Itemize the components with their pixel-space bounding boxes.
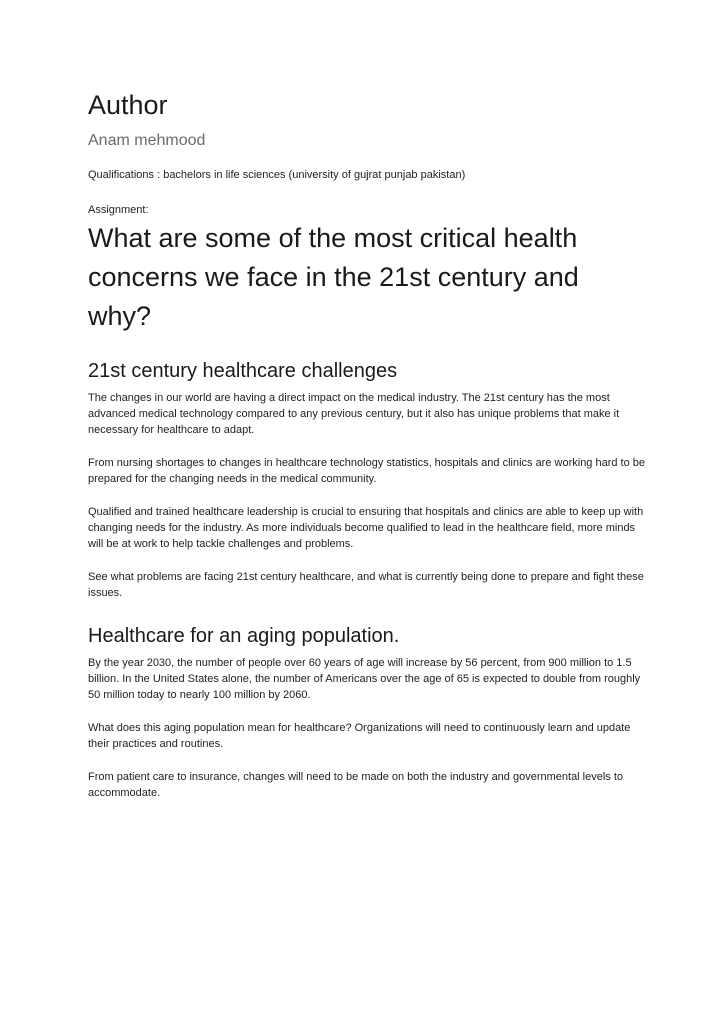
paragraph: What does this aging population mean for healthcare? Organizations will need to continuously learn and update their practices and routines.	[88, 722, 631, 750]
document-page	[88, 88, 648, 801]
author-heading: Author	[88, 90, 168, 120]
paragraph: See what problems are facing 21st century healthcare, and what is currently being done to prepare and fight these issues.	[88, 571, 644, 599]
qualifications-text: Qualifications : bachelors in life sciences (university of gujrat punjab pakistan)	[88, 169, 466, 181]
section-title: 21st century healthcare challenges	[88, 360, 398, 382]
section-body	[88, 390, 648, 601]
section-body	[88, 655, 648, 801]
section-healthcare-challenges	[88, 358, 648, 601]
assignment-label: Assignment:	[88, 204, 149, 216]
author-name: Anam mehmood	[88, 132, 206, 149]
section-aging-population	[88, 623, 648, 801]
paragraph: By the year 2030, the number of people over 60 years of age will increase by 56 percent, from 900 million to 1.5 billion. In the United States alone, the number of Americans over the age of 65 is expected to double from roughly 50 million today to nearly 100 million by 2060.	[88, 657, 641, 701]
paragraph: Qualified and trained healthcare leadership is crucial to ensuring that hospitals and clinics are able to keep up with changing needs for the industry. As more individuals become qualified to lead in the healthcare field, more minds will be at work to help tackle challenges and problems.	[88, 506, 644, 550]
paragraph: From nursing shortages to changes in healthcare technology statistics, hospitals and clinics are working hard to be prepared for the changing needs in the medical community.	[88, 457, 646, 485]
paragraph: The changes in our world are having a direct impact on the medical industry. The 21st century has the most advanced medical technology compared to any previous century, but it also has unique problems that make it necessary for healthcare to adapt.	[88, 392, 620, 436]
assignment-title: What are some of the most critical health concerns we face in the 21st century and why?	[88, 223, 579, 331]
paragraph: From patient care to insurance, changes will need to be made on both the industry and governmental levels to accommodate.	[88, 771, 624, 799]
section-title: Healthcare for an aging population.	[88, 625, 400, 647]
